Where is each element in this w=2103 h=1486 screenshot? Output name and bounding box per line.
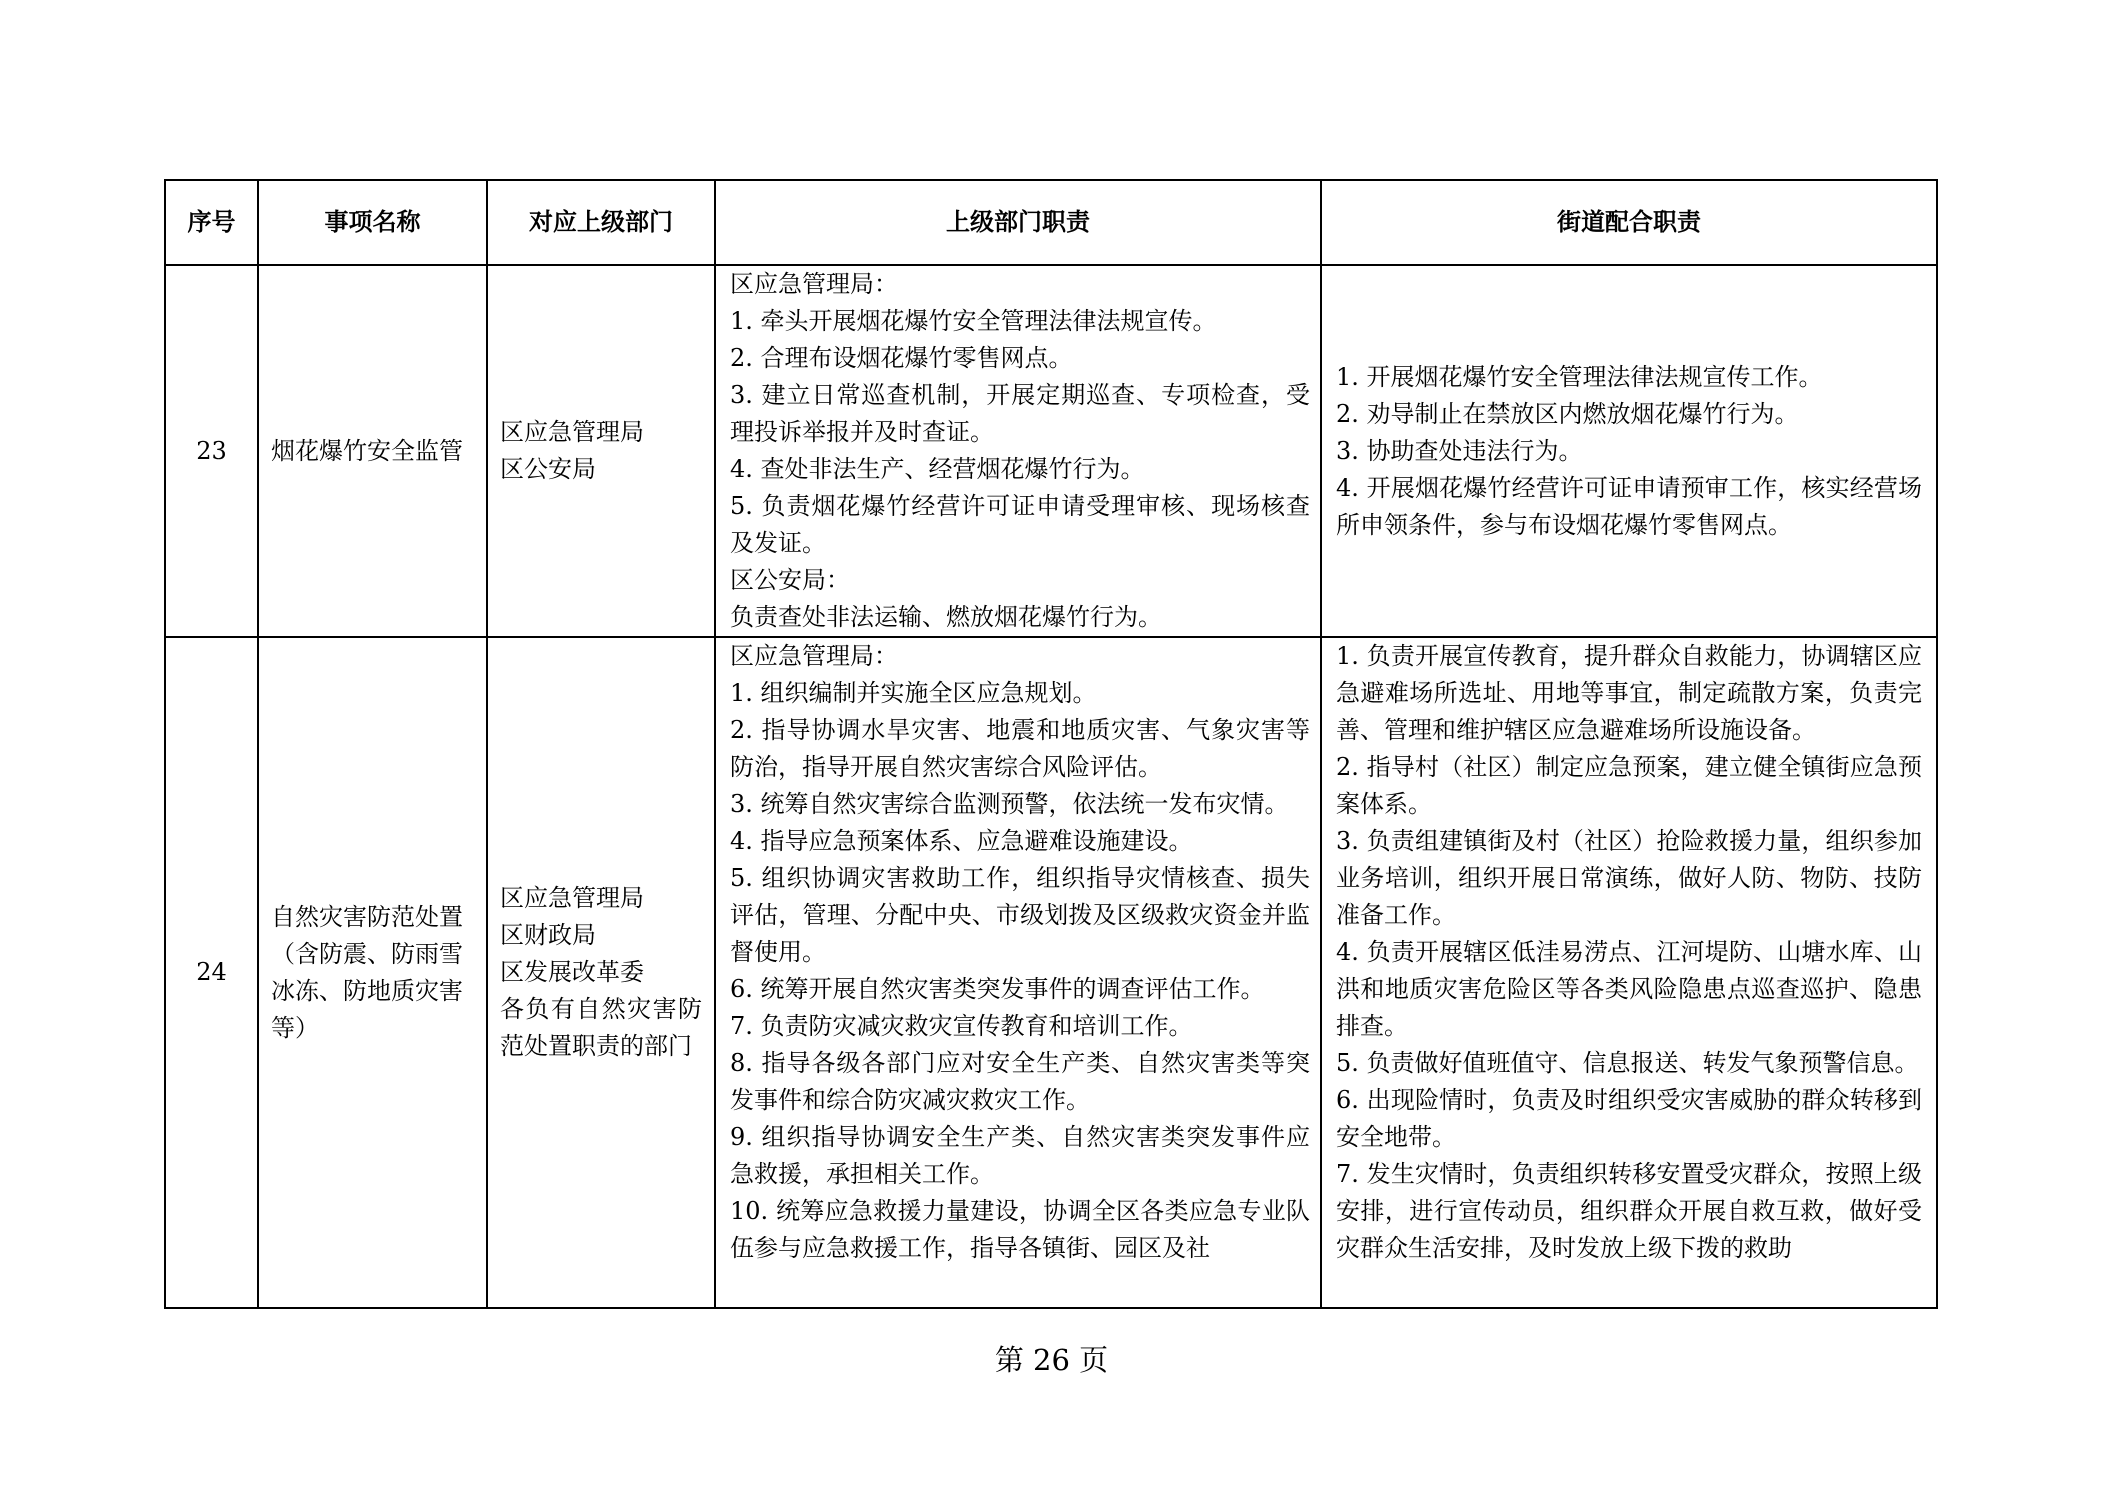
duty-line: 4. 查处非法生产、经营烟花爆竹行为。 <box>730 455 1145 483</box>
table-header-row <box>165 180 1937 265</box>
header-item-name: 事项名称 <box>258 180 487 265</box>
street-duties <box>1321 637 1937 1308</box>
duty-line: 4. 指导应急预案体系、应急避难设施建设。 <box>730 827 1193 855</box>
street-duty-line: 6. 出现险情时，负责及时组织受灾害威胁的群众转移到安全地带。 <box>1336 1086 1922 1151</box>
street-duty-line: 4. 开展烟花爆竹经营许可证申请预审工作，核实经营场所申领条件，参与布设烟花爆竹零售网点。 <box>1336 473 1922 539</box>
table-row <box>165 637 1937 1308</box>
dept-line: 区公安局 <box>500 455 596 483</box>
duty-line: 5. 负责烟花爆竹经营许可证申请受理审核、现场核查及发证。 <box>730 492 1310 557</box>
street-duty-line: 1. 开展烟花爆竹安全管理法律法规宣传工作。 <box>1336 362 1823 391</box>
duty-line: 负责查处非法运输、燃放烟花爆竹行为。 <box>730 603 1162 631</box>
street-duty-line: 2. 指导村（社区）制定应急预案，建立健全镇街应急预案体系。 <box>1336 753 1922 818</box>
superior-depts <box>487 265 715 637</box>
dept-line: 各负有自然灾害防范处置职责的部门 <box>500 995 702 1060</box>
street-duty-line: 7. 发生灾情时，负责组织转移安置受灾群众，按照上级安排，进行宣传动员，组织群众开展自救互救，做好受灾群众生活安排，及时发放上级下拨的救助 <box>1336 1160 1922 1262</box>
dept-line: 区应急管理局 <box>500 418 644 446</box>
superior-depts <box>487 637 715 1308</box>
item-name: 自然灾害防范处置（含防震、防雨雪冰冻、防地质灾害等） <box>258 637 487 1308</box>
duty-line: 6. 统筹开展自然灾害类突发事件的调查评估工作。 <box>730 975 1265 1003</box>
duty-line: 区应急管理局： <box>730 270 898 298</box>
duty-line: 2. 合理布设烟花爆竹零售网点。 <box>730 344 1073 372</box>
header-street-duties: 街道配合职责 <box>1321 180 1937 265</box>
duty-line: 5. 组织协调灾害救助工作，组织指导灾情核查、损失评估，管理、分配中央、市级划拨及区级救灾资金并监督使用。 <box>730 864 1310 966</box>
street-duty-line: 2. 劝导制止在禁放区内燃放烟花爆竹行为。 <box>1336 399 1799 428</box>
street-duty-line: 5. 负责做好值班值守、信息报送、转发气象预警信息。 <box>1336 1049 1919 1077</box>
street-duty-line: 3. 协助查处违法行为。 <box>1336 436 1583 465</box>
duty-line: 8. 指导各级各部门应对安全生产类、自然灾害类等突发事件和综合防灾减灾救灾工作。 <box>730 1049 1310 1114</box>
duty-line: 2. 指导协调水旱灾害、地震和地质灾害、气象灾害等防治，指导开展自然灾害综合风险评估。 <box>730 716 1310 781</box>
row-number: 23 <box>165 265 258 637</box>
header-number: 序号 <box>165 180 258 265</box>
duty-table <box>164 179 1938 1309</box>
duty-line: 7. 负责防灾减灾救灾宣传教育和培训工作。 <box>730 1012 1193 1040</box>
duty-line: 10. 统筹应急救援力量建设，协调全区各类应急专业队伍参与应急救援工作，指导各镇街、园区及社 <box>730 1197 1310 1262</box>
item-name: 烟花爆竹安全监管 <box>258 265 487 637</box>
dept-line: 区发展改革委 <box>500 958 644 986</box>
dept-line: 区应急管理局 <box>500 884 644 912</box>
duty-line: 1. 牵头开展烟花爆竹安全管理法律法规宣传。 <box>730 307 1217 335</box>
duty-line: 区公安局： <box>730 566 850 594</box>
table-row <box>165 265 1937 637</box>
header-superior-dept: 对应上级部门 <box>487 180 715 265</box>
header-superior-duties: 上级部门职责 <box>715 180 1321 265</box>
row-number: 24 <box>165 637 258 1308</box>
duty-line: 3. 建立日常巡查机制，开展定期巡查、专项检查，受理投诉举报并及时查证。 <box>730 381 1310 446</box>
duty-line: 1. 组织编制并实施全区应急规划。 <box>730 679 1097 707</box>
street-duty-line: 3. 负责组建镇街及村（社区）抢险救援力量，组织参加业务培训，组织开展日常演练，做好人防、物防、技防准备工作。 <box>1336 827 1922 929</box>
duty-line: 区应急管理局： <box>730 642 898 670</box>
page-number: 第 26 页 <box>994 1343 1109 1377</box>
duty-line: 9. 组织指导协调安全生产类、自然灾害类突发事件应急救援，承担相关工作。 <box>730 1123 1310 1188</box>
street-duty-line: 4. 负责开展辖区低洼易涝点、江河堤防、山塘水库、山洪和地质灾害危险区等各类风险隐患点巡查巡护、隐患排查。 <box>1336 938 1922 1040</box>
duty-line: 3. 统筹自然灾害综合监测预警，依法统一发布灾情。 <box>730 790 1289 818</box>
superior-duties <box>715 637 1321 1308</box>
superior-duties <box>715 265 1321 637</box>
dept-line: 区财政局 <box>500 921 596 949</box>
street-duties <box>1321 265 1937 637</box>
street-duty-line: 1. 负责开展宣传教育，提升群众自救能力，协调辖区应急避难场所选址、用地等事宜，制定疏散方案，负责完善、管理和维护辖区应急避难场所设施设备。 <box>1336 642 1922 744</box>
